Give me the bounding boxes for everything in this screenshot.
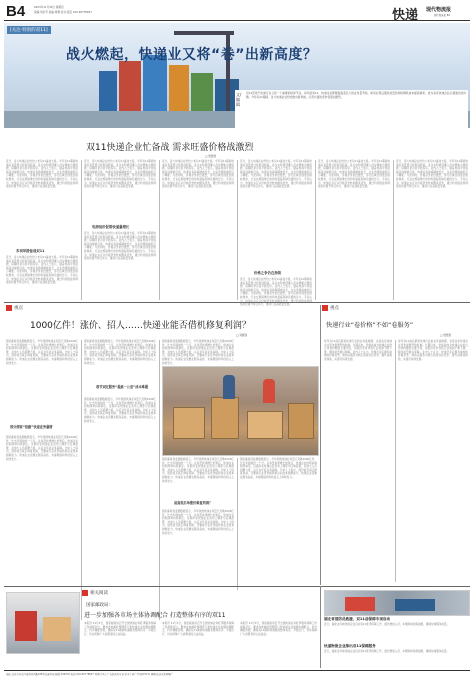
left-story-col3c: 国家邮政局监测数据显示，今年我国快递业务量已突破1000亿件，比去年提前约一个月。业务量快速增长的背后，快递企业的利润却持续承压。近期多家快递企业宣布上调部分区域派费，并加大人员招聘力度，以应对年底业务高峰。分析人士指出，涨价能否真正修复利润，还要看行业竞争格局和企业成本控制能力。快递企业需要在服务品质、末端网络和科技投入上持续发力。 <box>162 510 234 535</box>
top-story-body-col3: 近日，各大快递企业纷纷公布双11备战方案。今年双11期间快递业务量预计将再创新高，各企业积极部署人员车辆和仓储资源，保障旺季运营平稳有序。业内人士表示，随着电商平台促销活动提前启动，快递业务高峰期被拉长，企业需提前做好运力调配。与此同时，价格竞争依旧激烈，部分区域出现低价揽收现象，行业在规模增长的同时面临利润压缩的压力。专家认为，快递企业应从价格竞争转向服务竞争，通过科技赋能和网络优化提升综合实力，推动行业高质量发展。 <box>162 160 234 189</box>
bottom-story-headline: 进一步加强各市场主体协调配合 打造整体有序的双11 <box>84 612 226 619</box>
warehouse-photo <box>162 366 319 456</box>
paper-logo: 现代物流报 <box>426 7 452 13</box>
brief-title-1: 湖北省消防员救援，双11前保障专项启动 <box>324 617 391 621</box>
bottom-story-kicker: 国家邮政局: <box>86 603 111 608</box>
left-story-col3: 国家邮政局监测数据显示，今年我国快递业务量已突破1000亿件，比去年提前约一个月。业务量快速增长的背后，快递企业的利润却持续承压。近期多家快递企业宣布上调部分区域派费，并加大人员招聘力度，以应对年底业务高峰。分析人士指出，涨价能否真正修复利润，还要看行业竞争格局和企业成本控制能力。快递企业需要在服务品质、末端网络和科技投入上持续发力。 <box>162 340 234 365</box>
left-story-col4: 国家邮政局监测数据显示，今年我国快递业务量已突破1000亿件，比去年提前约一个月。业务量快速增长的背后，快递企业的利润却持续承压。近期多家快递企业宣布上调部分区域派费，并加大人员招聘力度，以应对年底业务高峰。分析人士指出，涨价能否真正修复利润，还要看行业竞争格局和企业成本控制能力。快递企业需要在服务品质、末端网络和科技投入上持续发力。 <box>240 458 317 479</box>
top-story-body-col1: 近日，各大快递企业纷纷公布双11备战方案。今年双11期间快递业务量预计将再创新高，各企业积极部署人员车辆和仓储资源，保障旺季运营平稳有序。业内人士表示，随着电商平台促销活动提前启动，快递业务高峰期被拉长，企业需提前做好运力调配。与此同时，价格竞争依旧激烈，部分区域出现低价揽收现象，行业在规模增长的同时面临利润压缩的压力。专家认为，快递企业应从价格竞争转向服务竞争，通过科技赋能和网络优化提升综合实力，推动行业高质量发展。 <box>6 160 78 189</box>
brief-body: 近日，湖北省多地快递企业启动双11旺季保障工作，通过增加人员、车辆和场地等措施，确保快递服务质量。 <box>324 623 450 626</box>
left-story-headline: 1000亿件！涨价、招人……快递业能否借机修复利润？ <box>30 321 251 331</box>
left-story-col1b: 国家邮政局监测数据显示，今年我国快递业务量已突破1000亿件，比去年提前约一个月。业务量快速增长的背后，快递企业的利润却持续承压。近期多家快递企业宣布上调部分区域派费，并加大人员招聘力度，以应对年底业务高峰。分析人士指出，涨价能否真正修复利润，还要看行业竞争格局和企业成本控制能力。快递企业需要在服务品质、末端网络和科技投入上持续发力。 <box>6 436 78 461</box>
right-tag-box <box>322 305 328 311</box>
left-subhead-1: 部分商家“抢跑”快递业务量增 <box>10 425 53 429</box>
date-line: 2023年11月30日 星期四 <box>34 6 64 9</box>
harbor-crane <box>174 31 234 35</box>
left-story-byline: □ 刘健锋 <box>236 334 248 337</box>
subhead-3: 价格之争仍在持续 <box>254 271 282 275</box>
section-name: 快递 <box>392 8 419 23</box>
brief-title-2: 快递物流企业推出双11保障服务 <box>324 644 376 648</box>
subhead-2: 电商低价促销快递量增长 <box>92 225 130 229</box>
top-story-body-col4: 近日，各大快递企业纷纷公布双11备战方案。今年双11期间快递业务量预计将再创新高，各企业积极部署人员车辆和仓储资源，保障旺季运营平稳有序。业内人士表示，随着电商平台促销活动提前启动，快递业务高峰期被拉长，企业需提前做好运力调配。与此同时，价格竞争依旧激烈，部分区域出现低价揽收现象，行业在规模增长的同时面临利润压缩的压力。专家认为，快递企业应从价格竞争转向服务竞争，通过科技赋能和网络优化提升综合实力，推动行业高质量发展。 <box>240 160 312 189</box>
left-story-col3b: 国家邮政局监测数据显示，今年我国快递业务量已突破1000亿件，比去年提前约一个月。业务量快速增长的背后，快递企业的利润却持续承压。近期多家快递企业宣布上调部分区域派费，并加大人员招聘力度，以应对年底业务高峰。分析人士指出，涨价能否真正修复利润，还要看行业竞争格局和企业成本控制能力。快递企业需要在服务品质、末端网络和科技投入上持续发力。 <box>162 458 234 483</box>
left-story-col1: 国家邮政局监测数据显示，今年我国快递业务量已突破1000亿件，比去年提前约一个月。业务量快速增长的背后，快递企业的利润却持续承压。近期多家快递企业宣布上调部分区域派费，并加大人员招聘力度，以应对年底业务高峰。分析人士指出，涨价能否真正修复利润，还要看行业竞争格局和企业成本控制能力。快递企业需要在服务品质、末端网络和科技投入上持续发力。 <box>6 340 78 365</box>
bottom-story-tag: 相关阅读 <box>90 591 108 596</box>
top-story-body-col4b: 近日，各大快递企业纷纷公布双11备战方案。今年双11期间快递业务量预计将再创新高，各企业积极部署人员车辆和仓储资源，保障旺季运营平稳有序。业内人士表示，随着电商平台促销活动提前启动，快递业务高峰期被拉长，企业需提前做好运力调配。与此同时，价格竞争依旧激烈，部分区域出现低价揽收现象，行业在规模增长的同时面临利润压缩的压力。专家认为，快递企业应从价格竞争转向服务竞争，通过科技赋能和网络优化提升综合实力，推动行业高质量发展。 <box>240 278 312 307</box>
left-story-col2b: 国家邮政局监测数据显示，今年我国快递业务量已突破1000亿件，比去年提前约一个月。业务量快速增长的背后，快递企业的利润却持续承压。近期多家快递企业宣布上调部分区域派费，并加大人员招聘力度，以应对年底业务高峰。分析人士指出，涨价能否真正修复利润，还要看行业竞争格局和企业成本控制能力。快递企业需要在服务品质、末端网络和科技投入上持续发力。 <box>84 398 156 423</box>
footer-text: 地址:北京市丰台区南四环西路188号总部基地 邮编:100070 电话:010-65778657 零售价:2元 广告经营许可证:京丰工商广字第0072号 印刷:经济日报印刷厂 <box>6 673 174 676</box>
subhead-1: 多项举措备战双11 <box>16 249 45 253</box>
sub-headline: 双11快递企业忙备战 需求旺盛价格战激烈 <box>86 143 254 153</box>
right-story-byline: □ 晨晨财 <box>440 334 452 337</box>
right-story-col2: 每年双11前后都是快递行业的业务高峰期，也是各家快递企业竞争最激烈的时候。长期以来，价格战成为快递企业抢占市场份额的主要手段，但低价竞争导致行业利润不断下滑，服务质量难以保障。业内人士认为，快递行业应摒弃单纯的价格竞争，转向以服务为核心的差异化竞争，提升消费者体验，实现可持续发展。 <box>398 340 468 361</box>
top-story-lead: 双11狂欢不快递行业又是一个重要的时间节点。每年的双11，快递企业都要面临着巨大的业务量考验，如何在保证服务质量的同时降低成本提高效率，成为各家快递企业必须面对的问题。今年双11期间，各大快递企业纷纷推出新举措，运营方面的竞争将更加激烈。 <box>246 91 466 99</box>
top-story-tag: [关注·特别的双11] <box>7 26 51 34</box>
bottom-story-col2: 本报讯 11月3日，国家邮政局召开全国快递业务旺季服务保障工作视频会议，要求各地邮政管理部门和快递企业加强协调配合，科学调配资源，确保双11期间快递服务整体有序、平稳运行，切实保障广大消费者的合法权益。 <box>162 622 234 636</box>
left-tag-box <box>6 305 12 311</box>
top-story-body-col6: 近日，各大快递企业纷纷公布双11备战方案。今年双11期间快递业务量预计将再创新高，各企业积极部署人员车辆和仓储资源，保障旺季运营平稳有序。业内人士表示，随着电商平台促销活动提前启动，快递业务高峰期被拉长，企业需提前做好运力调配。与此同时，价格竞争依旧激烈，部分区域出现低价揽收现象，行业在规模增长的同时面临利润压缩的压力。专家认为，快递企业应从价格竞争转向服务竞争，通过科技赋能和网络优化提升综合实力，推动行业高质量发展。 <box>396 160 468 189</box>
top-story-body-col2b: 近日，各大快递企业纷纷公布双11备战方案。今年双11期间快递业务量预计将再创新高，各企业积极部署人员车辆和仓储资源，保障旺季运营平稳有序。业内人士表示，随着电商平台促销活动提前启动，快递业务高峰期被拉长，企业需提前做好运力调配。与此同时，价格竞争依旧激烈，部分区域出现低价揽收现象，行业在规模增长的同时面临利润压缩的压力。专家认为，快递企业应从价格竞争转向服务竞争，通过科技赋能和网络优化提升综合实力，推动行业高质量发展。 <box>84 232 156 261</box>
top-story-body-col2: 近日，各大快递企业纷纷公布双11备战方案。今年双11期间快递业务量预计将再创新高，各企业积极部署人员车辆和仓储资源，保障旺季运营平稳有序。业内人士表示，随着电商平台促销活动提前启动，快递业务高峰期被拉长，企业需提前做好运力调配。与此同时，价格竞争依旧激烈，部分区域出现低价揽收现象，行业在规模增长的同时面临利润压缩的压力。专家认为，快递企业应从价格竞争转向服务竞争，通过科技赋能和网络优化提升综合实力，推动行业高质量发展。 <box>84 160 156 189</box>
right-story-col1: 每年双11前后都是快递行业的业务高峰期，也是各家快递企业竞争最激烈的时候。长期以来，价格战成为快递企业抢占市场份额的主要手段，但低价竞争导致行业利润不断下滑，服务质量难以保障。业内人士认为，快递行业应摒弃单纯的价格竞争，转向以服务为核心的差异化竞争，提升消费者体验，实现可持续发展。 <box>324 340 392 361</box>
bottom-story-col1: 本报讯 11月3日，国家邮政局召开全国快递业务旺季服务保障工作视频会议，要求各地邮政管理部门和快递企业加强协调配合，科学调配资源，确保双11期间快递服务整体有序、平稳运行，切实保障广大消费者的合法权益。 <box>84 622 156 636</box>
bottom-story-col3: 本报讯 11月3日，国家邮政局召开全国快递业务旺季服务保障工作视频会议，要求各地邮政管理部门和快递企业加强协调配合，科学调配资源，确保双11期间快递服务整体有序、平稳运行，切实保障广大消费者的合法权益。 <box>240 622 317 636</box>
sub-byline: □ 晨晨财 <box>205 155 217 158</box>
page-number: B4 <box>6 3 26 20</box>
top-story-body-col5: 近日，各大快递企业纷纷公布双11备战方案。今年双11期间快递业务量预计将再创新高，各企业积极部署人员车辆和仓储资源，保障旺季运营平稳有序。业内人士表示，随着电商平台促销活动提前启动，快递业务高峰期被拉长，企业需提前做好运力调配。与此同时，价格竞争依旧激烈，部分区域出现低价揽收现象，行业在规模增长的同时面临利润压缩的压力。专家认为，快递企业应从价格竞争转向服务竞争，通过科技赋能和网络优化提升综合实力，推动行业高质量发展。 <box>318 160 390 189</box>
brief-body-2: 近日，湖北省多地快递企业启动双11旺季保障工作，通过增加人员、车辆和场地等措施，确保快递服务质量。 <box>324 650 450 653</box>
left-story-tag: 视点 <box>14 306 23 311</box>
delivery-photo-left <box>6 592 80 654</box>
top-story-headline: 战火燃起，快递业又将“卷”出新高度？ <box>66 47 318 63</box>
editor-line: 责编:刘会芳 美编:蒋蓉 校对:苗苗 010-65778657 <box>34 11 92 14</box>
right-story-headline: 快递行业“卷价格”不如“卷服务” <box>326 322 414 329</box>
right-story-tag: 视点 <box>330 306 339 311</box>
top-story-byline: 文/编 辑 <box>236 92 242 107</box>
left-subhead-3: 前高低后单涨价难复利润？ <box>174 501 213 505</box>
top-story-body-col1b: 近日，各大快递企业纷纷公布双11备战方案。今年双11期间快递业务量预计将再创新高，各企业积极部署人员车辆和仓储资源，保障旺季运营平稳有序。业内人士表示，随着电商平台促销活动提前启动，快递业务高峰期被拉长，企业需提前做好运力调配。与此同时，价格竞争依旧激烈，部分区域出现低价揽收现象，行业在规模增长的同时面临利润压缩的压力。专家认为，快递企业应从价格竞争转向服务竞争，通过科技赋能和网络优化提升综合实力，推动行业高质量发展。 <box>6 256 78 285</box>
brief-photo <box>324 590 470 616</box>
left-subhead-2: 春节双旺服务“悬挑一公里”成本难题 <box>96 385 149 389</box>
bottom-tag-box <box>82 590 88 596</box>
left-story-col2: 国家邮政局监测数据显示，今年我国快递业务量已突破1000亿件，比去年提前约一个月。业务量快速增长的背后，快递企业的利润却持续承压。近期多家快递企业宣布上调部分区域派费，并加大人员招聘力度，以应对年底业务高峰。分析人士指出，涨价能否真正修复利润，还要看行业竞争格局和企业成本控制能力。快递企业需要在服务品质、末端网络和科技投入上持续发力。 <box>84 340 156 365</box>
paper-sub: 现代物流报 B4 <box>434 14 450 17</box>
